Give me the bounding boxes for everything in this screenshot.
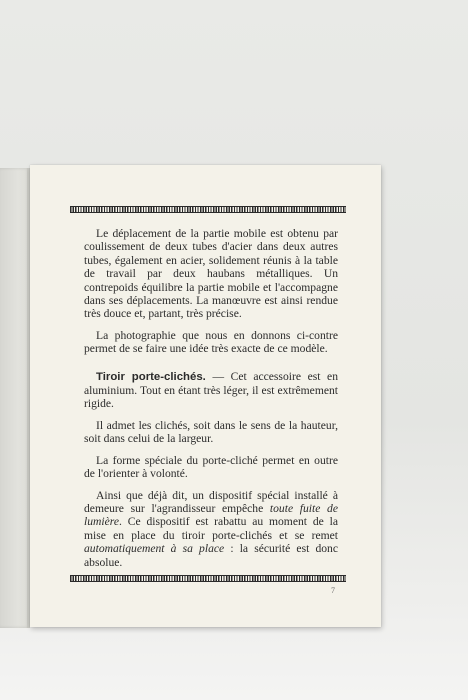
paragraph-cliches: Il admet les clichés, soit dans le sens de la hauteur, soit dans celui de la largeur. bbox=[84, 418, 338, 446]
section-heading-tiroir: Tiroir porte-clichés. bbox=[96, 370, 206, 383]
paragraph-tiroir-text: — Cet accessoire est en aluminium. Tout en étant très léger, il est extrêmement rigide. bbox=[84, 369, 338, 411]
facing-page-edge bbox=[0, 168, 30, 628]
body-text bbox=[84, 227, 338, 577]
paragraph-tiroir bbox=[84, 370, 338, 411]
dispositif-italic-d: automatiquement à sa place bbox=[84, 542, 225, 556]
dispositif-text-c: . Ce dispositif est rabattu au moment de la mise en place du tiroir porte-clichés et se remet bbox=[84, 515, 338, 542]
dispositif-text-a: Ainsi que déjà dit, un dispositif spécial installé à demeure sur l'agrandisseur empêche bbox=[84, 488, 338, 515]
paragraph-forme: La forme spéciale du porte-cliché permet en outre de l'orienter à volonté. bbox=[84, 453, 338, 481]
paragraph-dispositif bbox=[84, 489, 338, 569]
paragraph-mechanism: Le déplacement de la partie mobile est obtenu par coulissement de deux tubes d'acier dans deux autres tubes, également en acier, solidement réunis à la table de travail par deux haubans métalliques. Un contrepoids équilibre la partie mobile et l'accompagne dans ses déplacements. La manœuvre est ainsi rendue très douce et, partant, très précise. bbox=[84, 227, 338, 321]
dispositif-text-e: : la sécurité est donc absolue. bbox=[84, 542, 338, 569]
top-decorative-rule bbox=[70, 206, 346, 213]
paragraph-photograph: La photographie que nous en donnons ci-contre permet de se faire une idée très exacte de ce modèle. bbox=[84, 328, 338, 356]
dispositif-italic-b: toute fuite de lumière bbox=[84, 501, 338, 529]
page-number: 7 bbox=[331, 586, 335, 595]
document-page bbox=[30, 165, 381, 627]
bottom-decorative-rule bbox=[70, 575, 346, 582]
